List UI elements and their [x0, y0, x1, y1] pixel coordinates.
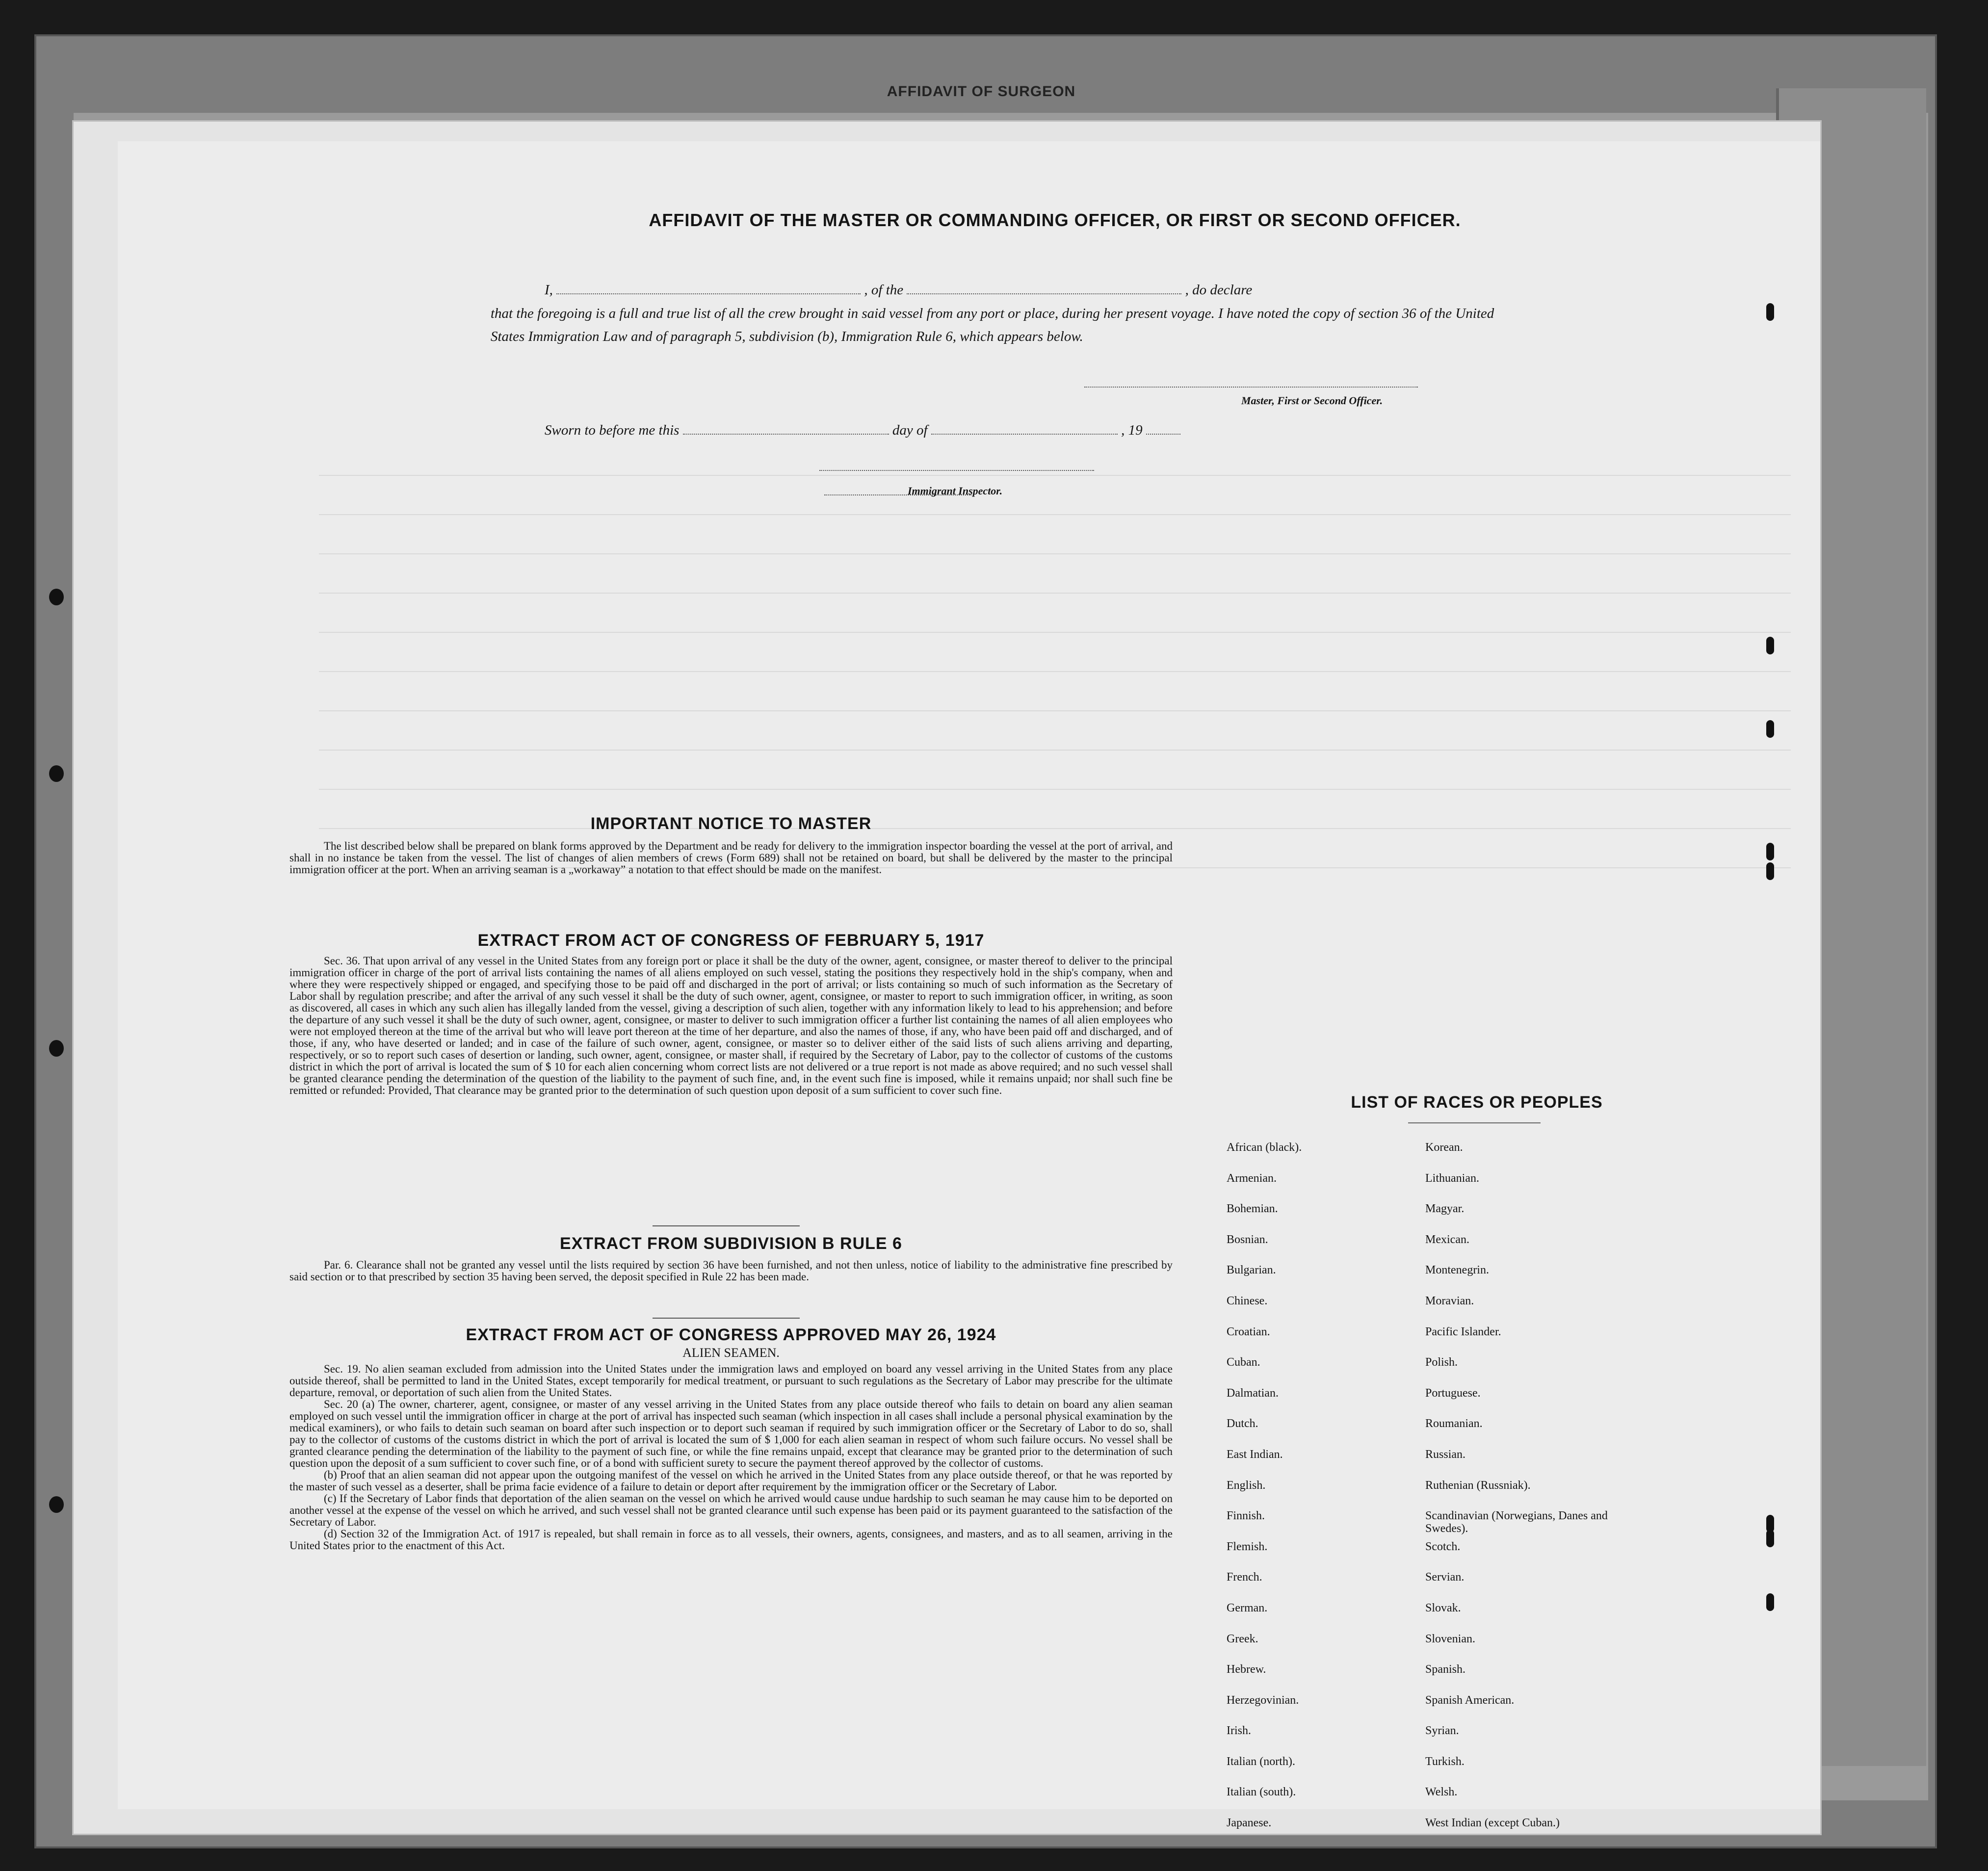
- race-item: Slovenian.: [1425, 1632, 1475, 1645]
- extract-1924-para: (c) If the Secretary of Labor finds that deportation of the alien seaman on the vessel on which he arrived would cause undue hardship to such seaman he may cause him to be deported on another vessel at the expense of the vessel on which he arrived, and such vessel shall not be granted clearance until such expense has been paid or its payment guaranteed to the satisfaction of the Secretary of Labor.: [289, 1492, 1173, 1528]
- race-item: Roumanian.: [1425, 1417, 1483, 1430]
- binder-hole: [49, 765, 64, 782]
- race-item: Bulgarian.: [1227, 1264, 1276, 1277]
- race-item: Finnish.: [1227, 1509, 1265, 1523]
- inspector-signature-line[interactable]: [819, 470, 1094, 471]
- sworn-year-field[interactable]: [1146, 420, 1180, 435]
- sworn-day-field[interactable]: [683, 420, 889, 435]
- race-item: Pacific Islander.: [1425, 1325, 1501, 1338]
- sworn-year-label: , 19: [1121, 422, 1143, 438]
- extract-rule6: [289, 1234, 1173, 1283]
- race-item: Scandinavian (Norwegians, Danes and Swedes).: [1425, 1509, 1608, 1535]
- officer-signature-label: Master, First or Second Officer.: [1241, 394, 1383, 407]
- race-item: Herzegovinian.: [1227, 1693, 1299, 1707]
- vessel-field[interactable]: [907, 280, 1181, 294]
- race-item: Chinese.: [1227, 1294, 1268, 1307]
- ghost-rule: [319, 632, 1791, 633]
- ghost-rule: [319, 553, 1791, 554]
- sworn-month-field[interactable]: [931, 420, 1118, 435]
- extract-1924-para: (d) Section 32 of the Immigration Act. of 1917 is repealed, but shall remain in force as to all vessels, their owners, agents, consignees, and masters, and as to all seamen, arriving in the United States prior to the enactment of this Act.: [289, 1528, 1173, 1552]
- affidavit-i-label: I,: [545, 282, 553, 298]
- race-item: Italian (south).: [1227, 1786, 1296, 1799]
- extract-1917-title: EXTRACT FROM ACT OF CONGRESS OF FEBRUARY 5, 1917: [477, 931, 985, 950]
- surgeon-affidavit-header: AFFIDAVIT OF SURGEON: [887, 83, 1076, 100]
- race-item: Servian.: [1425, 1571, 1465, 1584]
- punch-hole: [1766, 1530, 1774, 1547]
- affidavit-of-label: , of the: [864, 282, 904, 298]
- race-item: Armenian.: [1227, 1171, 1277, 1185]
- races-left-column: [1227, 1141, 1302, 1847]
- extract-1917-text: Sec. 36. That upon arrival of any vessel in the United States from any foreign port or place it shall be the duty of the owner, agent, consignee, or master thereof to deliver to the principal immigration officer in charge of the port of arrival lists containing the names of all aliens employed on such vessel, stating the positions they respectively hold in the ship's company, when and where they were respectively shipped or engaged, and specifying those to be paid off and discharged in the port of arrival; or lists containing so much of such information as the Secretary of Labor shall by regulation prescribe; and after the arrival of any such vessel it shall be the duty of such owner, agent, consignee, or master to report to such immigration officer, in writing, as soon as discovered, all cases in which any such alien has illegally landed from the vessel, giving a description of such alien, together with any information likely to lead to his apprehension; and before the departure of any such vessel it shall be the duty of such owner, agent, consignee, or master to deliver to such immigration officer a further list containing the names of all alien employees who were not employed thereon at the time of the arrival but who will leave port thereon at the time of her departure, and also the names of those, if any, who have been paid off and discharged, and of those, if any, who have deserted or landed; and in case of the failure of such owner, agent, consignee, or master so to deliver either of the said lists of such aliens arriving and departing, respectively, or so to report such cases of desertion or landing, such owner, agent, consignee, or master shall, if required by the Secretary of Labor, pay to the collector of customs of the customs district in which the port of arrival is located the sum of $ 10 for each alien concerning whom correct lists are not delivered or a true report is not made as above required; and no such vessel shall be granted clearance pending the determination of the question of the liability to the payment of such fine, and, in the event such fine is imposed, while it remains unpaid; nor shall such fine be remitted or refunded: Provided, That clearance may be granted prior to the determination of such question upon deposit of a sum sufficient to cover such fine.: [289, 955, 1173, 1096]
- inspector-label: Immigrant Inspector.: [908, 485, 1003, 497]
- section-divider: [653, 1225, 800, 1226]
- notice-to-master-title: IMPORTANT NOTICE TO MASTER: [590, 814, 872, 833]
- race-item: Portuguese.: [1425, 1386, 1481, 1400]
- punch-hole: [1766, 862, 1774, 880]
- notice-to-master: [289, 814, 1173, 876]
- extract-1924-para: Sec. 19. No alien seaman excluded from admission into the United States under the immigration laws and employed on board any vessel arriving in the United States from any place outside thereof, shall be permitted to land in the United States, except temporarily for medical treatment, or pursuant to such regulations as the Secretary of Labor may prescribe for the ultimate departure, removal, or deportation of such alien from the United States.: [289, 1363, 1173, 1399]
- races-title: LIST OF RACES OR PEOPLES: [1351, 1093, 1603, 1112]
- race-item: Flemish.: [1227, 1540, 1268, 1553]
- race-item: Irish.: [1227, 1724, 1251, 1738]
- race-item: Scotch.: [1425, 1540, 1461, 1553]
- race-item: Moravian.: [1425, 1294, 1474, 1307]
- race-item: Ruthenian (Russniak).: [1425, 1479, 1531, 1492]
- race-item: Spanish.: [1425, 1663, 1466, 1676]
- race-item: Greek.: [1227, 1632, 1258, 1645]
- sworn-line: [545, 420, 1180, 439]
- binder-hole: [49, 589, 64, 605]
- notice-to-master-text: The list described below shall be prepared on blank forms approved by the Department and be ready for delivery to the immigration inspector boarding the vessel at the port of arrival, and shall in no instance be taken from the vessel. The list of changes of alien members of crews (Form 689) shall not be retained on board, but shall be delivered by the master to the principal immigration officer at the port. When an arriving seaman is a „workaway” a notation to that effect should be made on the manifest.: [289, 840, 1173, 876]
- race-item: Russian.: [1425, 1448, 1466, 1461]
- binder-hole: [49, 1496, 64, 1513]
- race-item: Korean.: [1425, 1141, 1463, 1154]
- punch-hole: [1766, 303, 1774, 321]
- ghost-rule: [319, 593, 1791, 594]
- race-item: Spanish American.: [1425, 1693, 1515, 1707]
- punch-hole: [1766, 720, 1774, 738]
- race-item: Bohemian.: [1227, 1202, 1278, 1216]
- affidavit-body: that the foregoing is a full and true list of all the crew brought in said vessel from any port or place, during her present voyage. I have noted the copy of section 36 of the United States Immigration Law and of paragraph 5, subdivision (b), Immigration Rule 6, which appears below.: [491, 306, 1494, 344]
- race-item: Welsh.: [1425, 1786, 1458, 1799]
- ghost-rule: [319, 514, 1791, 515]
- race-item: Syrian.: [1425, 1724, 1459, 1738]
- ghost-rule: [319, 671, 1791, 672]
- ghost-rule: [319, 789, 1791, 790]
- race-item: Bosnian.: [1227, 1233, 1268, 1246]
- race-item: Cuban.: [1227, 1356, 1260, 1369]
- race-item: East Indian.: [1227, 1448, 1283, 1461]
- race-item: Mexican.: [1425, 1233, 1469, 1246]
- races-right-column: [1425, 1141, 1631, 1847]
- race-item: Croatian.: [1227, 1325, 1270, 1338]
- extract-1924-subtitle: ALIEN SEAMEN.: [682, 1346, 780, 1360]
- extract-1924-title: EXTRACT FROM ACT OF CONGRESS APPROVED MAY 26, 1924: [466, 1325, 996, 1344]
- race-item: Polish.: [1425, 1356, 1458, 1369]
- sworn-day-of-label: day of: [892, 422, 928, 438]
- race-item: Magyar.: [1425, 1202, 1465, 1216]
- affidavit-declare-label: , do declare: [1185, 282, 1253, 298]
- race-item: West Indian (except Cuban.): [1425, 1817, 1560, 1830]
- ghost-rule: [319, 710, 1791, 711]
- extract-rule6-title: EXTRACT FROM SUBDIVISION B RULE 6: [560, 1234, 902, 1253]
- officer-signature-line[interactable]: [1084, 387, 1418, 388]
- ghost-rule: [319, 475, 1791, 476]
- race-item: Japanese.: [1227, 1817, 1272, 1830]
- extract-1917: [289, 931, 1173, 1096]
- race-item: French.: [1227, 1571, 1262, 1584]
- race-item: African (black).: [1227, 1141, 1302, 1154]
- race-item: Italian (north).: [1227, 1755, 1295, 1768]
- race-item: Turkish.: [1425, 1755, 1465, 1768]
- race-item: Slovak.: [1425, 1601, 1461, 1614]
- race-item: Dalmatian.: [1227, 1386, 1279, 1400]
- extract-1924-para: Sec. 20 (a) The owner, charterer, agent, consignee, or master of any vessel arriving in the United States from any place outside thereof who fails to detain on board any alien seaman employed on such vessel until the immigration officer in charge at the port of arrival has inspected such seaman (which inspection in all cases shall include a personal physical examination by the medical examiners), or who fails to detain such seaman on board after such inspection or to deport such seaman if required by such immigration officer or the Secretary of Labor to do so, shall pay to the collector of customs of the customs district in which the port of arrival is located the sum of $ 1,000 for each alien seaman in respect of whom such failure occurs. No vessel shall be granted clearance pending the determination of the liability to the payment of such fine, or while the fine remains unpaid, except that clearance may be granted prior to the determination of such question upon the deposit of a sum sufficient to cover such fine, or of a bond with sufficient surety to secure the payment thereof approved by the collector of customs.: [289, 1398, 1173, 1469]
- binder-hole: [49, 1040, 64, 1057]
- affidavit-title: AFFIDAVIT OF THE MASTER OR COMMANDING OFFICER, OR FIRST OR SECOND OFFICER.: [649, 210, 1461, 230]
- race-item: English.: [1227, 1479, 1266, 1492]
- race-item: Dutch.: [1227, 1417, 1258, 1430]
- extract-1924: [289, 1325, 1173, 1552]
- extract-rule6-text: Par. 6. Clearance shall not be granted any vessel until the lists required by section 36 have been furnished, and not then unless, notice of liability to the administrative fine prescribed by said section or to that prescribed by section 35 having been served, the deposit specified in Rule 22 has been made.: [289, 1259, 1173, 1283]
- punch-hole: [1766, 1593, 1774, 1611]
- race-item: German.: [1227, 1601, 1268, 1614]
- section-divider: [653, 1318, 800, 1319]
- race-item: Lithuanian.: [1425, 1171, 1479, 1185]
- sworn-label: Sworn to before me this: [545, 422, 680, 438]
- punch-hole: [1766, 637, 1774, 654]
- races-title-divider: [1408, 1122, 1541, 1123]
- document-sheet: [74, 122, 1820, 1834]
- affidavit-declare-line: [545, 280, 1252, 298]
- race-item: Hebrew.: [1227, 1663, 1266, 1676]
- race-item: Montenegrin.: [1425, 1264, 1489, 1277]
- ghost-rule: [319, 750, 1791, 751]
- extract-1924-para: (b) Proof that an alien seaman did not appear upon the outgoing manifest of the vessel on which he arrived in the United States from any place outside thereof, or that he was reported by the master of such vessel as a deserter, shall be prima facie evidence of a failure to detain or deport after requirement by the immigration officer or the Secretary of Labor.: [289, 1469, 1173, 1493]
- punch-hole: [1766, 843, 1774, 860]
- officer-name-field[interactable]: [556, 280, 861, 294]
